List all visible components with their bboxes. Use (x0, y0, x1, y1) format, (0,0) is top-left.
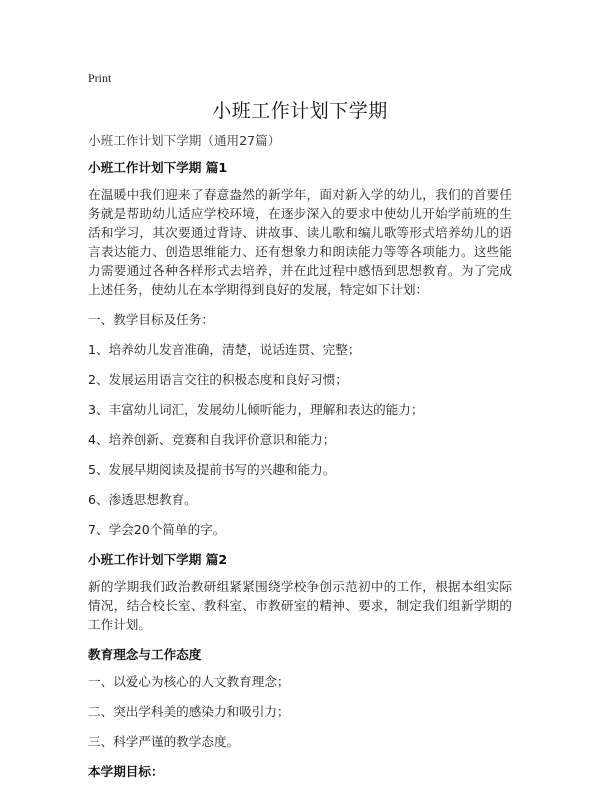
section-heading: 小班工作计划下学期 篇1 (88, 160, 228, 175)
section-heading: 小班工作计划下学期 篇2 (88, 552, 228, 567)
principle-item: 一、以爱心为核心的人文教育理念； (88, 674, 290, 689)
principle-item: 二、突出学科美的感染力和吸引力； (88, 704, 290, 719)
subheading-semester-goals: 本学期目标： (88, 764, 164, 779)
subheading-education-philosophy: 教育理念与工作态度 (88, 647, 202, 662)
section-intro-paragraph: 在温暖中我们迎来了春意盎然的新学年，面对新入学的幼儿，我们的首要任务就是帮助幼儿适应学校环境，在逐步深入的要求中使幼儿开始学前班的生活和学习，其次要通过背诗、讲故事、读儿歌和编儿歌等形式培养幼儿的语言表达能力、创造思维能力、还有想象力和朗读能力等等各项能力。这些能力需要通过各种各样形式去培养，并在此过程中感悟到思想教育。为了完成上述任务，使幼儿在本学期得到良好的发展，特定如下计划： (88, 187, 512, 297)
document-subtitle: 小班工作计划下学期（通用27篇） (88, 133, 281, 148)
principle-item: 三、科学严谨的教学态度。 (88, 734, 240, 749)
document-title: 小班工作计划下学期 (212, 100, 388, 122)
goal-item: 1、培养幼儿发音准确，清楚，说话连贯、完整； (88, 342, 361, 357)
goal-item: 4、培养创新、竞赛和自我评价意识和能力； (88, 432, 336, 447)
section-1 (88, 158, 512, 539)
goal-item: 6、渗透思想教育。 (88, 492, 197, 507)
section-2 (88, 550, 512, 781)
document-content (88, 131, 512, 789)
goal-item: 3、丰富幼儿词汇，发展幼儿倾听能力，理解和表达的能力； (88, 402, 424, 417)
goal-item: 5、发展早期阅读及提前书写的兴趣和能力。 (88, 462, 336, 477)
goal-item: 2、发展运用语言交往的积极态度和良好习惯； (88, 372, 348, 387)
section-intro-paragraph: 新的学期我们政治教研组紧紧围绕学校争创示范初中的工作，根据本组实际情况，结合校长室、教科室、市教研室的精神、要求，制定我们组新学期的工作计划。 (88, 579, 512, 632)
goals-heading: 一、教学目标及任务： (88, 312, 214, 327)
print-label[interactable]: Print (88, 71, 112, 85)
goal-item: 7、学会20个简单的字。 (88, 522, 226, 537)
